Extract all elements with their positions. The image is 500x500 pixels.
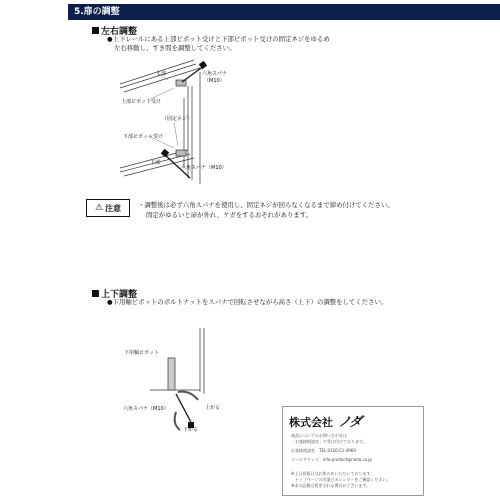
label-hex-bottom: 六角スパナ（M10）: [181, 165, 227, 171]
lr-instruction-1: ●上下レールにある上部ピボット受けと下部ピボット受けの固定ネジをゆるめ: [107, 35, 330, 43]
ud-adjust-diagram: [150, 328, 220, 432]
contact-line: ※本の記載は変更される場合がございます。: [291, 483, 371, 488]
label-bottom: 下部: [150, 160, 161, 166]
square-bullet-icon: [92, 290, 99, 297]
caution-text-1: ・調整後は必ず六角スパナを使用し、固定ネジが回らなくなるまで締め付けてください。: [138, 201, 394, 209]
contact-line: ※土日祝祭日はお休みをいただいております。: [291, 471, 375, 476]
label-lower-pivot: 下部ピボット受け: [123, 134, 164, 140]
contact-line: お客様相談室 TEL:0120-51-4969: [291, 448, 356, 453]
label-hex-top-2: （M10）: [204, 78, 225, 84]
caution-text-2: 固定がゆるいと扉が外れ、ケガをするおそれがあります。: [146, 211, 312, 219]
square-bullet-icon: [92, 27, 99, 34]
caution-badge: [86, 199, 130, 217]
contact-line: トップページの営業日カレンダーをご確認ください。: [291, 477, 391, 482]
label-hex-top-1: 六角スパナ: [202, 71, 228, 77]
label-fix-screw: （固定ネジ）: [162, 116, 193, 122]
company-logo: ノダ: [338, 415, 362, 430]
contact-line: 商品についてのお問い合わせは: [291, 433, 347, 438]
company-brand: [289, 411, 361, 430]
label-top: 上部: [156, 71, 167, 77]
label-lower-axis-pivot: 下用軸ピボット: [124, 350, 160, 356]
contact-line: 「お客様相談室」で受け付けております。: [291, 439, 367, 444]
contact-lines: [291, 433, 390, 489]
label-hex-wrench: 六角スパナ（M10）: [123, 406, 169, 412]
ud-instruction: ●下用軸ピボットのボルトナットをスパナで回転させながら高さ（上下）の調整をしてください。: [107, 298, 388, 306]
label-down: 下がる: [183, 427, 199, 433]
ud-title-text: 上下調整: [101, 290, 138, 300]
lr-title-text: 左右調整: [101, 27, 138, 37]
warning-triangle-icon: ⚠: [94, 203, 104, 213]
contact-box: [282, 406, 424, 496]
lr-instruction-2: 左右移動し、すき間を調整してください。: [114, 44, 236, 52]
caution-label: 注意: [105, 203, 122, 213]
section-header: 5.扉の調整: [68, 4, 500, 20]
company-name: 株式会社: [289, 416, 333, 429]
contact-line: メールアドレス：info-product@noda.co.jp: [291, 457, 372, 462]
label-upper-pivot: 上部ピボット受け: [121, 99, 162, 105]
label-up: 上がる: [205, 405, 221, 411]
